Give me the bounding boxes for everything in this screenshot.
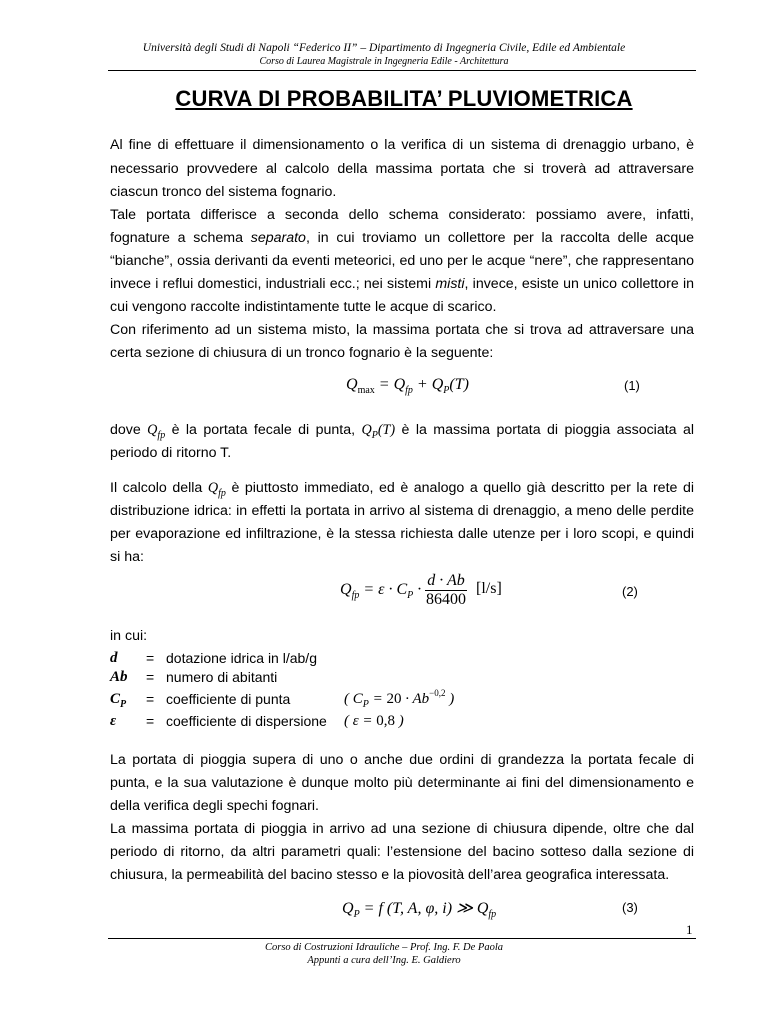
- text-run: invece i reflui domestici, industriali ecc.; nei sistemi: [110, 276, 436, 292]
- definition-symbol: Ab: [110, 669, 128, 685]
- equation-2-denominator: 86400: [425, 591, 466, 608]
- definition-equals: =: [146, 691, 155, 707]
- footer-course: Corso di Costruzioni Idrauliche – Prof. Ing. F. De Paola: [264, 942, 503, 953]
- definition-text: coefficiente di punta: [166, 691, 291, 707]
- definition-row: [110, 688, 570, 711]
- cp-exponent: −0,2: [429, 688, 446, 698]
- paragraph-line: periodo di ritorno T.: [110, 445, 232, 461]
- symbol-qpt: $Q_P(T)$: [361, 422, 396, 441]
- text-run: , invece, esiste un unico collettore in: [464, 276, 694, 292]
- definition-text: numero di abitanti: [166, 669, 278, 685]
- definition-equals: =: [146, 650, 155, 666]
- text-run: fognature a schema: [110, 230, 251, 246]
- definition-equals: =: [146, 713, 155, 729]
- paragraph-line: distribuzione idrica: in effetti la portata in arrivo al sistema di drenaggio, a meno delle perdite: [110, 503, 694, 519]
- equation-1-number: (1): [624, 378, 640, 393]
- definition-symbol: d: [110, 650, 118, 666]
- cp-coefficient: 20: [386, 691, 402, 707]
- paragraph-line: punta, e la sua valutazione è dunque molto più determinante ai fini del dimensionamento e: [110, 775, 694, 791]
- paragraph-line: La portata di pioggia supera di uno o anche due ordini di grandezza la portata fecale di: [110, 752, 694, 768]
- paragraph-line: necessario provvedere al calcolo della massima portata che si troverà ad attraversare: [110, 161, 694, 177]
- footer-notes: Appunti a cura dell’Ing. E. Galdiero: [307, 955, 461, 966]
- paragraph-line: La massima portata di pioggia in arrivo ad una sezione di chiusura dipende, oltre che dal: [110, 821, 694, 837]
- paragraph-line: periodo di ritorno, da altri parametri quali: l’estensione del bacino sotteso dalla sezione di: [110, 844, 694, 860]
- eps-formula: ( ε = 0,8 ): [344, 713, 404, 729]
- definition-equals: =: [146, 669, 155, 685]
- header-rule: [108, 70, 696, 71]
- text-run: è la massima portata di pioggia associata al: [395, 422, 694, 438]
- page-title: CURVA DI PROBABILITA’ PLUVIOMETRICA: [175, 86, 633, 111]
- equation-1: $Q_{max} = Q_{fp} + Q_P(T)$: [346, 376, 469, 396]
- definition-symbol: $C_P$: [110, 691, 127, 710]
- emphasis-misti: misti: [435, 276, 465, 292]
- header-university: Università degli Studi di Napoli “Federico II” – Dipartimento di Ingegneria Civile, Edile ed Ambientale: [142, 42, 626, 54]
- text-run: è piuttosto immediato, ed è analogo a quello già descritto per la rete di: [225, 480, 694, 496]
- equation-3: $Q_P = f$ (T, A, φ, i) ≫ $Q_{fp}$: [342, 900, 497, 920]
- paragraph-line: [110, 420, 694, 442]
- eps-value: 0,8: [376, 713, 396, 729]
- equation-2-unit: [l/s]: [476, 580, 502, 597]
- emphasis-separato: separato: [250, 230, 306, 246]
- paragraph-line: Al fine di effettuare il dimensionamento o la verifica di un sistema di drenaggio urbano, è: [110, 137, 694, 153]
- header-course: Corso di Laurea Magistrale in Ingegneria Edile - Architettura: [259, 56, 509, 67]
- text-run: , in cui troviamo un collettore per la raccolta delle acque: [305, 230, 694, 246]
- text-run: è la portata fecale di punta,: [165, 422, 362, 438]
- symbol-qfp: $Q_{fp}$: [147, 422, 166, 441]
- symbol-qfp: $Q_{fp}$: [207, 480, 226, 499]
- paragraph-line: si ha:: [110, 549, 144, 565]
- definition-row: [110, 650, 570, 670]
- paragraph-line: cui vengono raccolte indistintamente tutte le acque di scarico.: [110, 299, 497, 315]
- paragraph-line: [110, 228, 694, 248]
- text-run: Il calcolo della: [110, 480, 208, 496]
- equation-2: $Q_{fp} = \varepsilon \cdot C_P$ · $\frac{d \cdot Ab}{86400}$: [340, 572, 466, 608]
- paragraph-line: Tale portata differisce a seconda dello schema considerato: possiamo avere, infatti,: [110, 207, 694, 223]
- paragraph-line: per evaporazione ed infiltrazione, è la stessa richiesta dalle utenze per i loro scopi, e quindi: [110, 526, 694, 542]
- paragraph-line: certa sezione di chiusura di un tronco fognario è la seguente:: [110, 345, 494, 361]
- paragraph-line: ciascun tronco del sistema fognario.: [110, 184, 337, 200]
- equation-3-number: (3): [622, 900, 638, 915]
- page-number: 1: [686, 922, 693, 937]
- definition-row: [110, 669, 570, 689]
- in-cui-label: in cui:: [110, 628, 148, 644]
- paragraph-line: “bianche”, ossia derivanti da eventi meteorici, ed uno per le acque “nere”, che rappresentano: [110, 253, 694, 269]
- paragraph-line: della verifica degli spechi fognari.: [110, 798, 319, 814]
- definition-symbol: ε: [110, 713, 117, 729]
- paragraph-line: chiusura, la permeabilità del bacino stesso e la piovosità dell’area geografica interessata.: [110, 867, 670, 883]
- definition-row: [110, 713, 570, 733]
- definition-text: coefficiente di dispersione: [166, 713, 327, 729]
- cp-formula: ( $C_P = 20 \cdot Ab^{-0,2}$ ): [344, 688, 455, 710]
- footer-rule: [108, 938, 696, 939]
- equation-2-number: (2): [622, 584, 638, 599]
- definition-text: dotazione idrica in l/ab/g: [166, 650, 317, 666]
- paragraph-line: [110, 274, 694, 294]
- paragraph-line: [110, 478, 694, 500]
- paragraph-line: Con riferimento ad un sistema misto, la massima portata che si trova ad attraversare una: [110, 322, 694, 338]
- text-run: dove: [110, 422, 148, 438]
